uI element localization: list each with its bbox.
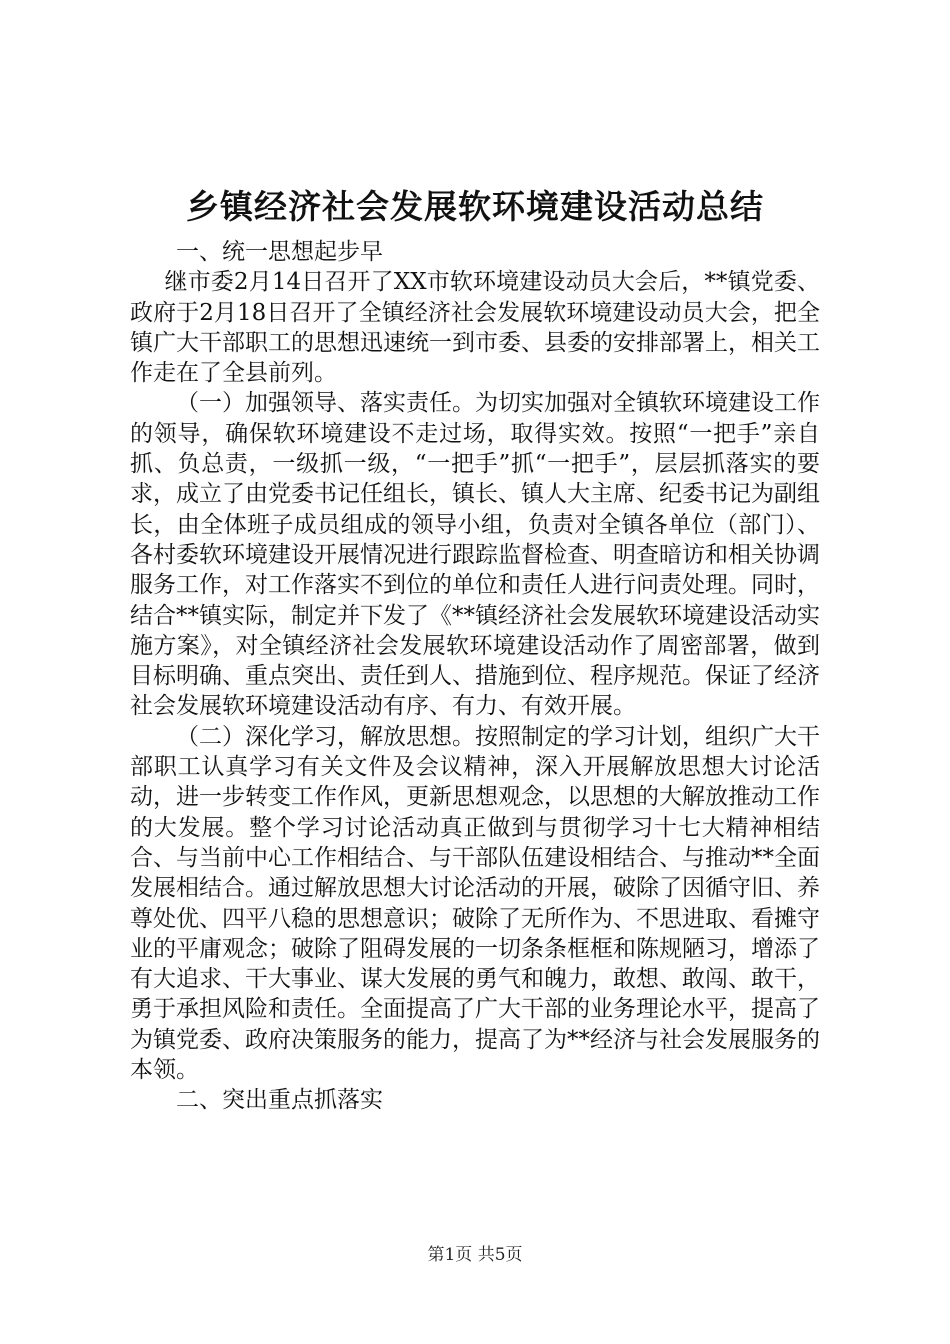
section-heading-2: 二、突出重点抓落实: [176, 1087, 383, 1114]
page-footer: 第1页 共5页: [427, 1245, 523, 1265]
paragraph-3: （二）深化学习，解放思想。按照制定的学习计划，组织广大干部职工认真学习有关文件及会议精神，深入开展解放思想大讨论活动，进一步转变工作作风，更新思想观念，以思想的大解放推动工作的大发展。整个学习讨论活动真正做到与贯彻学习十七大精神相结合、与当前中心工作相结合、与干部队伍建设相结合、与推动**全面发展相结合。通过解放思想大讨论活动的开展，破除了因循守旧、养尊处优、四平八稳的思想意识；破除了无所作为、不思进取、看摊守业的平庸观念；破除了阻碍发展的一切条条框框和陈规陋习，增添了有大追求、干大事业、谋大发展的勇气和魄力，敢想、敢闯、敢干，勇于承担风险和责任。全面提高了广大干部的业务理论水平，提高了为镇党委、政府决策服务的能力，提高了为**经济与社会发展服务的本领。: [130, 723, 820, 1084]
document-body: [130, 237, 820, 1116]
section-heading-1: 一、统一思想起步早: [176, 239, 383, 265]
paragraph-1: 继市委2月14日召开了XX市软环境建设动员大会后，**镇党委、政府于2月18日召开了全镇经济社会发展软环境建设动员大会，把全镇广大干部职工的思想迅速统一到市委、县委的安排部署上，相关工作走在了全县前列。: [130, 269, 820, 387]
document-title: 乡镇经济社会发展软环境建设活动总结: [186, 187, 764, 226]
paragraph-2: （一）加强领导、落实责任。为切实加强对全镇软环境建设工作的领导，确保软环境建设不走过场，取得实效。按照“一把手”亲自抓、负总责，一级抓一级，“一把手”抓“一把手”，层层抓落实的要求，成立了由党委书记任组长，镇长、镇人大主席、纪委书记为副组长，由全体班子成员组成的领导小组，负责对全镇各单位（部门）、各村委软环境建设开展情况进行跟踪监督检查、明查暗访和相关协调服务工作，对工作落实不到位的单位和责任人进行问责处理。同时，结合**镇实际，制定并下发了《**镇经济社会发展软环境建设活动实施方案》，对全镇经济社会发展软环境建设活动作了周密部署，做到目标明确、重点突出、责任到人、措施到位、程序规范。保证了经济社会发展软环境建设活动有序、有力、有效开展。: [130, 390, 820, 720]
